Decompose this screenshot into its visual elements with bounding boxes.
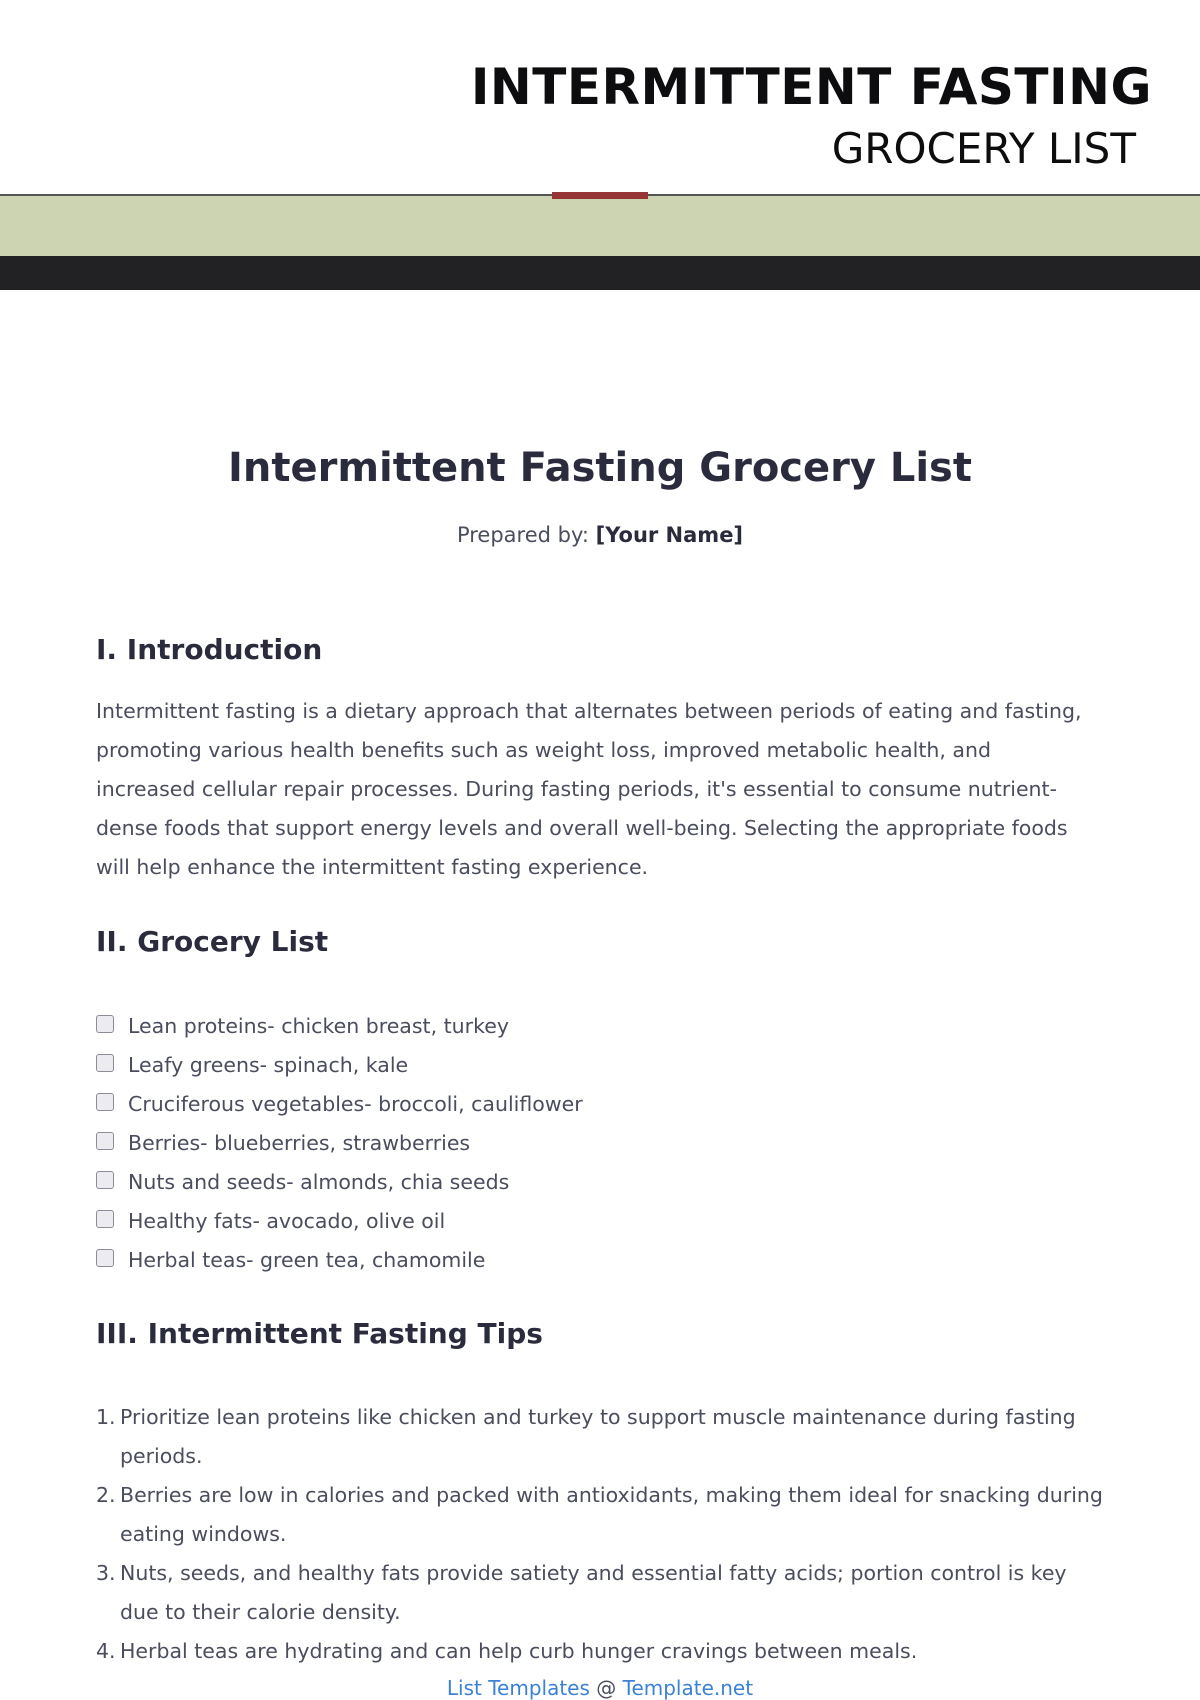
list-item xyxy=(96,1162,583,1201)
banner-subtitle: GROCERY LIST xyxy=(831,124,1136,173)
checkbox[interactable] xyxy=(96,1093,114,1111)
list-item xyxy=(96,1240,583,1279)
tip-text: Berries are low in calories and packed with antioxidants, making them ideal for snacking during eating windows. xyxy=(120,1483,1103,1546)
tip-number: 3. xyxy=(96,1561,116,1585)
dark-band xyxy=(0,256,1200,290)
introduction-heading: I. Introduction xyxy=(96,633,323,666)
tips-heading: III. Intermittent Fasting Tips xyxy=(96,1317,543,1350)
prepared-by xyxy=(0,520,1200,550)
checkbox[interactable] xyxy=(96,1015,114,1033)
list-item xyxy=(96,1045,583,1084)
list-item-label: Berries- blueberries, strawberries xyxy=(128,1130,471,1155)
list-item-label: Nuts and seeds- almonds, chia seeds xyxy=(128,1169,510,1194)
tip-item xyxy=(96,1398,1106,1476)
tip-number: 1. xyxy=(96,1405,116,1429)
header-banner xyxy=(0,0,1200,290)
footer-attribution xyxy=(0,1676,1200,1700)
list-item xyxy=(96,1006,583,1045)
grocery-list-heading: II. Grocery List xyxy=(96,925,329,958)
template-net-link[interactable]: Template.net xyxy=(622,1676,754,1700)
tip-number: 2. xyxy=(96,1483,116,1507)
prepared-label: Prepared by: xyxy=(456,523,589,547)
tip-text: Herbal teas are hydrating and can help curb hunger cravings between meals. xyxy=(120,1639,918,1663)
tip-number: 4. xyxy=(96,1639,116,1663)
tips-list xyxy=(96,1398,1106,1671)
list-item xyxy=(96,1084,583,1123)
list-item-label: Cruciferous vegetables- broccoli, cauliflower xyxy=(128,1091,583,1116)
list-templates-link[interactable]: List Templates xyxy=(446,1676,590,1700)
page-title: Intermittent Fasting Grocery List xyxy=(227,445,972,491)
list-item-label: Leafy greens- spinach, kale xyxy=(128,1052,409,1077)
accent-bar xyxy=(552,192,648,199)
checkbox[interactable] xyxy=(96,1132,114,1150)
checkbox[interactable] xyxy=(96,1054,114,1072)
tip-item xyxy=(96,1476,1106,1554)
grocery-checklist xyxy=(96,1006,583,1279)
green-band xyxy=(0,196,1200,256)
introduction-paragraph: Intermittent fasting is a dietary approach that alternates between periods of eating and fasting, promoting various health benefits such as weight loss, improved metabolic health, and increased cellular repair processes. During fasting periods, it's essential to consume nutrient-dense foods that support energy levels and overall well-being. Selecting the appropriate foods will help enhance the intermittent fasting experience. xyxy=(96,699,1082,879)
checkbox[interactable] xyxy=(96,1249,114,1267)
prepared-name[interactable]: [Your Name] xyxy=(595,523,744,547)
tip-text: Nuts, seeds, and healthy fats provide satiety and essential fatty acids; portion control is key due to their calorie density. xyxy=(120,1561,1067,1624)
tip-text: Prioritize lean proteins like chicken and turkey to support muscle maintenance during fasting periods. xyxy=(120,1405,1076,1468)
list-item xyxy=(96,1123,583,1162)
tip-item xyxy=(96,1554,1106,1632)
list-item-label: Healthy fats- avocado, olive oil xyxy=(128,1208,446,1233)
checkbox[interactable] xyxy=(96,1171,114,1189)
checkbox[interactable] xyxy=(96,1210,114,1228)
banner-title: INTERMITTENT FASTING xyxy=(470,58,1152,116)
tip-item xyxy=(96,1632,1106,1671)
footer-separator: @ xyxy=(589,1676,623,1700)
list-item xyxy=(96,1201,583,1240)
list-item-label: Lean proteins- chicken breast, turkey xyxy=(128,1013,509,1038)
list-item-label: Herbal teas- green tea, chamomile xyxy=(128,1247,486,1272)
